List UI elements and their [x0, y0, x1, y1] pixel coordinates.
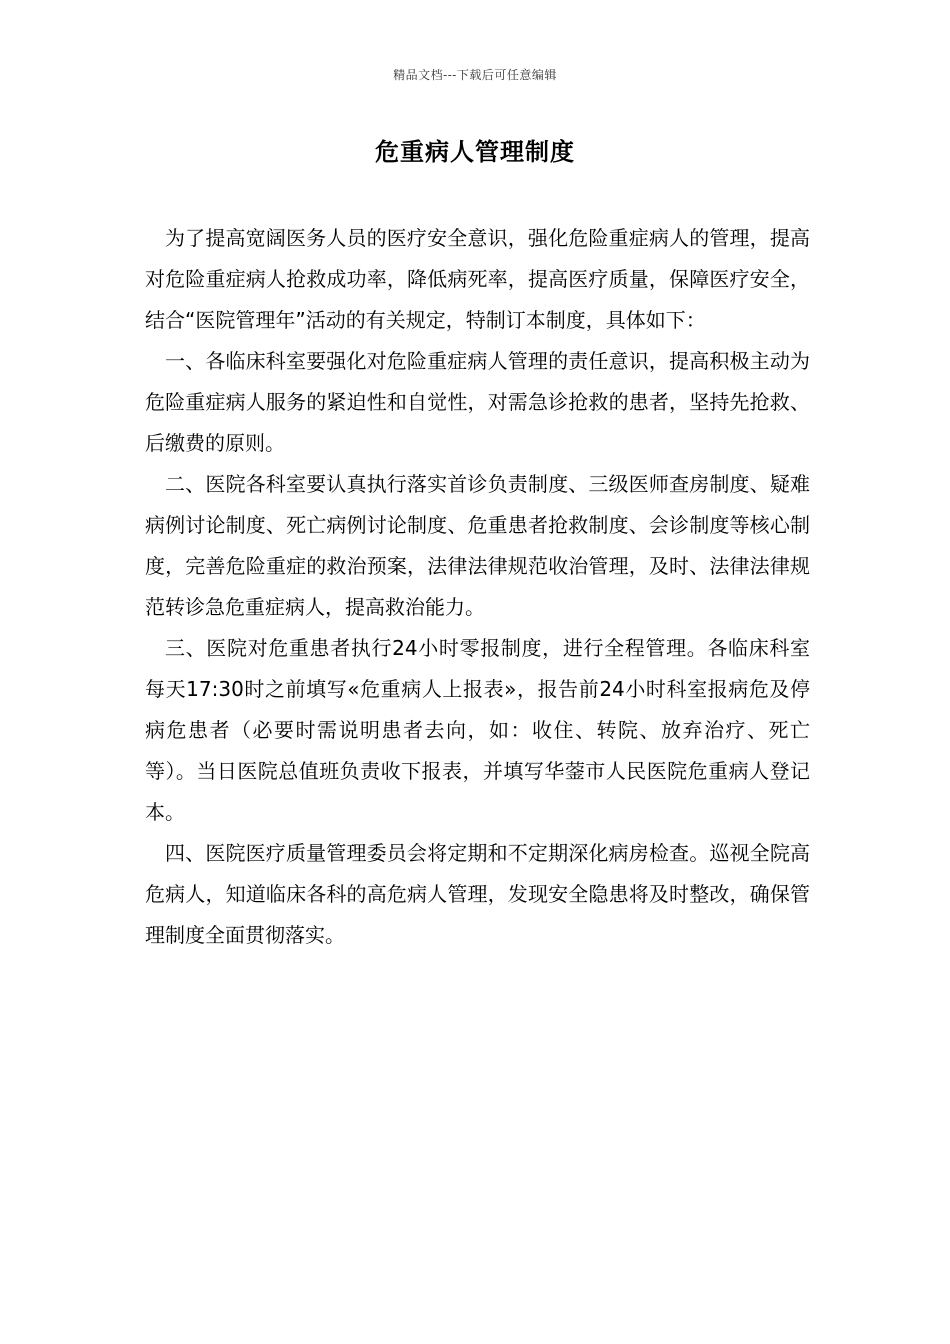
document-body	[145, 218, 810, 956]
paragraph-item-2: 二、医院各科室要认真执行落实首诊负责制度、三级医师查房制度、疑难病例讨论制度、死亡病例讨论制度、危重患者抢救制度、会诊制度等核心制度，完善危险重症的救治预案，法律法律规范收治管理，及时、法律法律规范转诊急危重症病人，提高救治能力。	[145, 472, 810, 619]
paragraph-item-4: 四、医院医疗质量管理委员会将定期和不定期深化病房检查。巡视全院高危病人，知道临床各科的高危病人管理，发现安全隐患将及时整改，确保管理制度全面贯彻落实。	[145, 841, 810, 947]
paragraph-item-3: 三、医院对危重患者执行24小时零报制度，进行全程管理。各临床科室每天17:30时之前填写«危重病人上报表»，报告前24小时科室报病危及停病危患者（必要时需说明患者去向，如：收住、转院、放弃治疗、死亡等）。当日医院总值班负责收下报表，并填写华蓥市人民医院危重病人登记本。	[145, 636, 810, 824]
header-note: 精品文档---下载后可任意编辑	[393, 68, 557, 82]
paragraph-item-1: 一、各临床科室要强化对危险重症病人管理的责任意识，提高积极主动为危险重症病人服务的紧迫性和自觉性，对需急诊抢救的患者，坚持先抢救、后缴费的原则。	[145, 349, 810, 455]
document-title: 危重病人管理制度	[375, 138, 575, 166]
paragraph-intro: 为了提高宽阔医务人员的医疗安全意识，强化危险重症病人的管理，提高对危险重症病人抢救成功率，降低病死率，提高医疗质量，保障医疗安全，结合“医院管理年”活动的有关规定，特制订本制度，具体如下：	[145, 226, 810, 332]
